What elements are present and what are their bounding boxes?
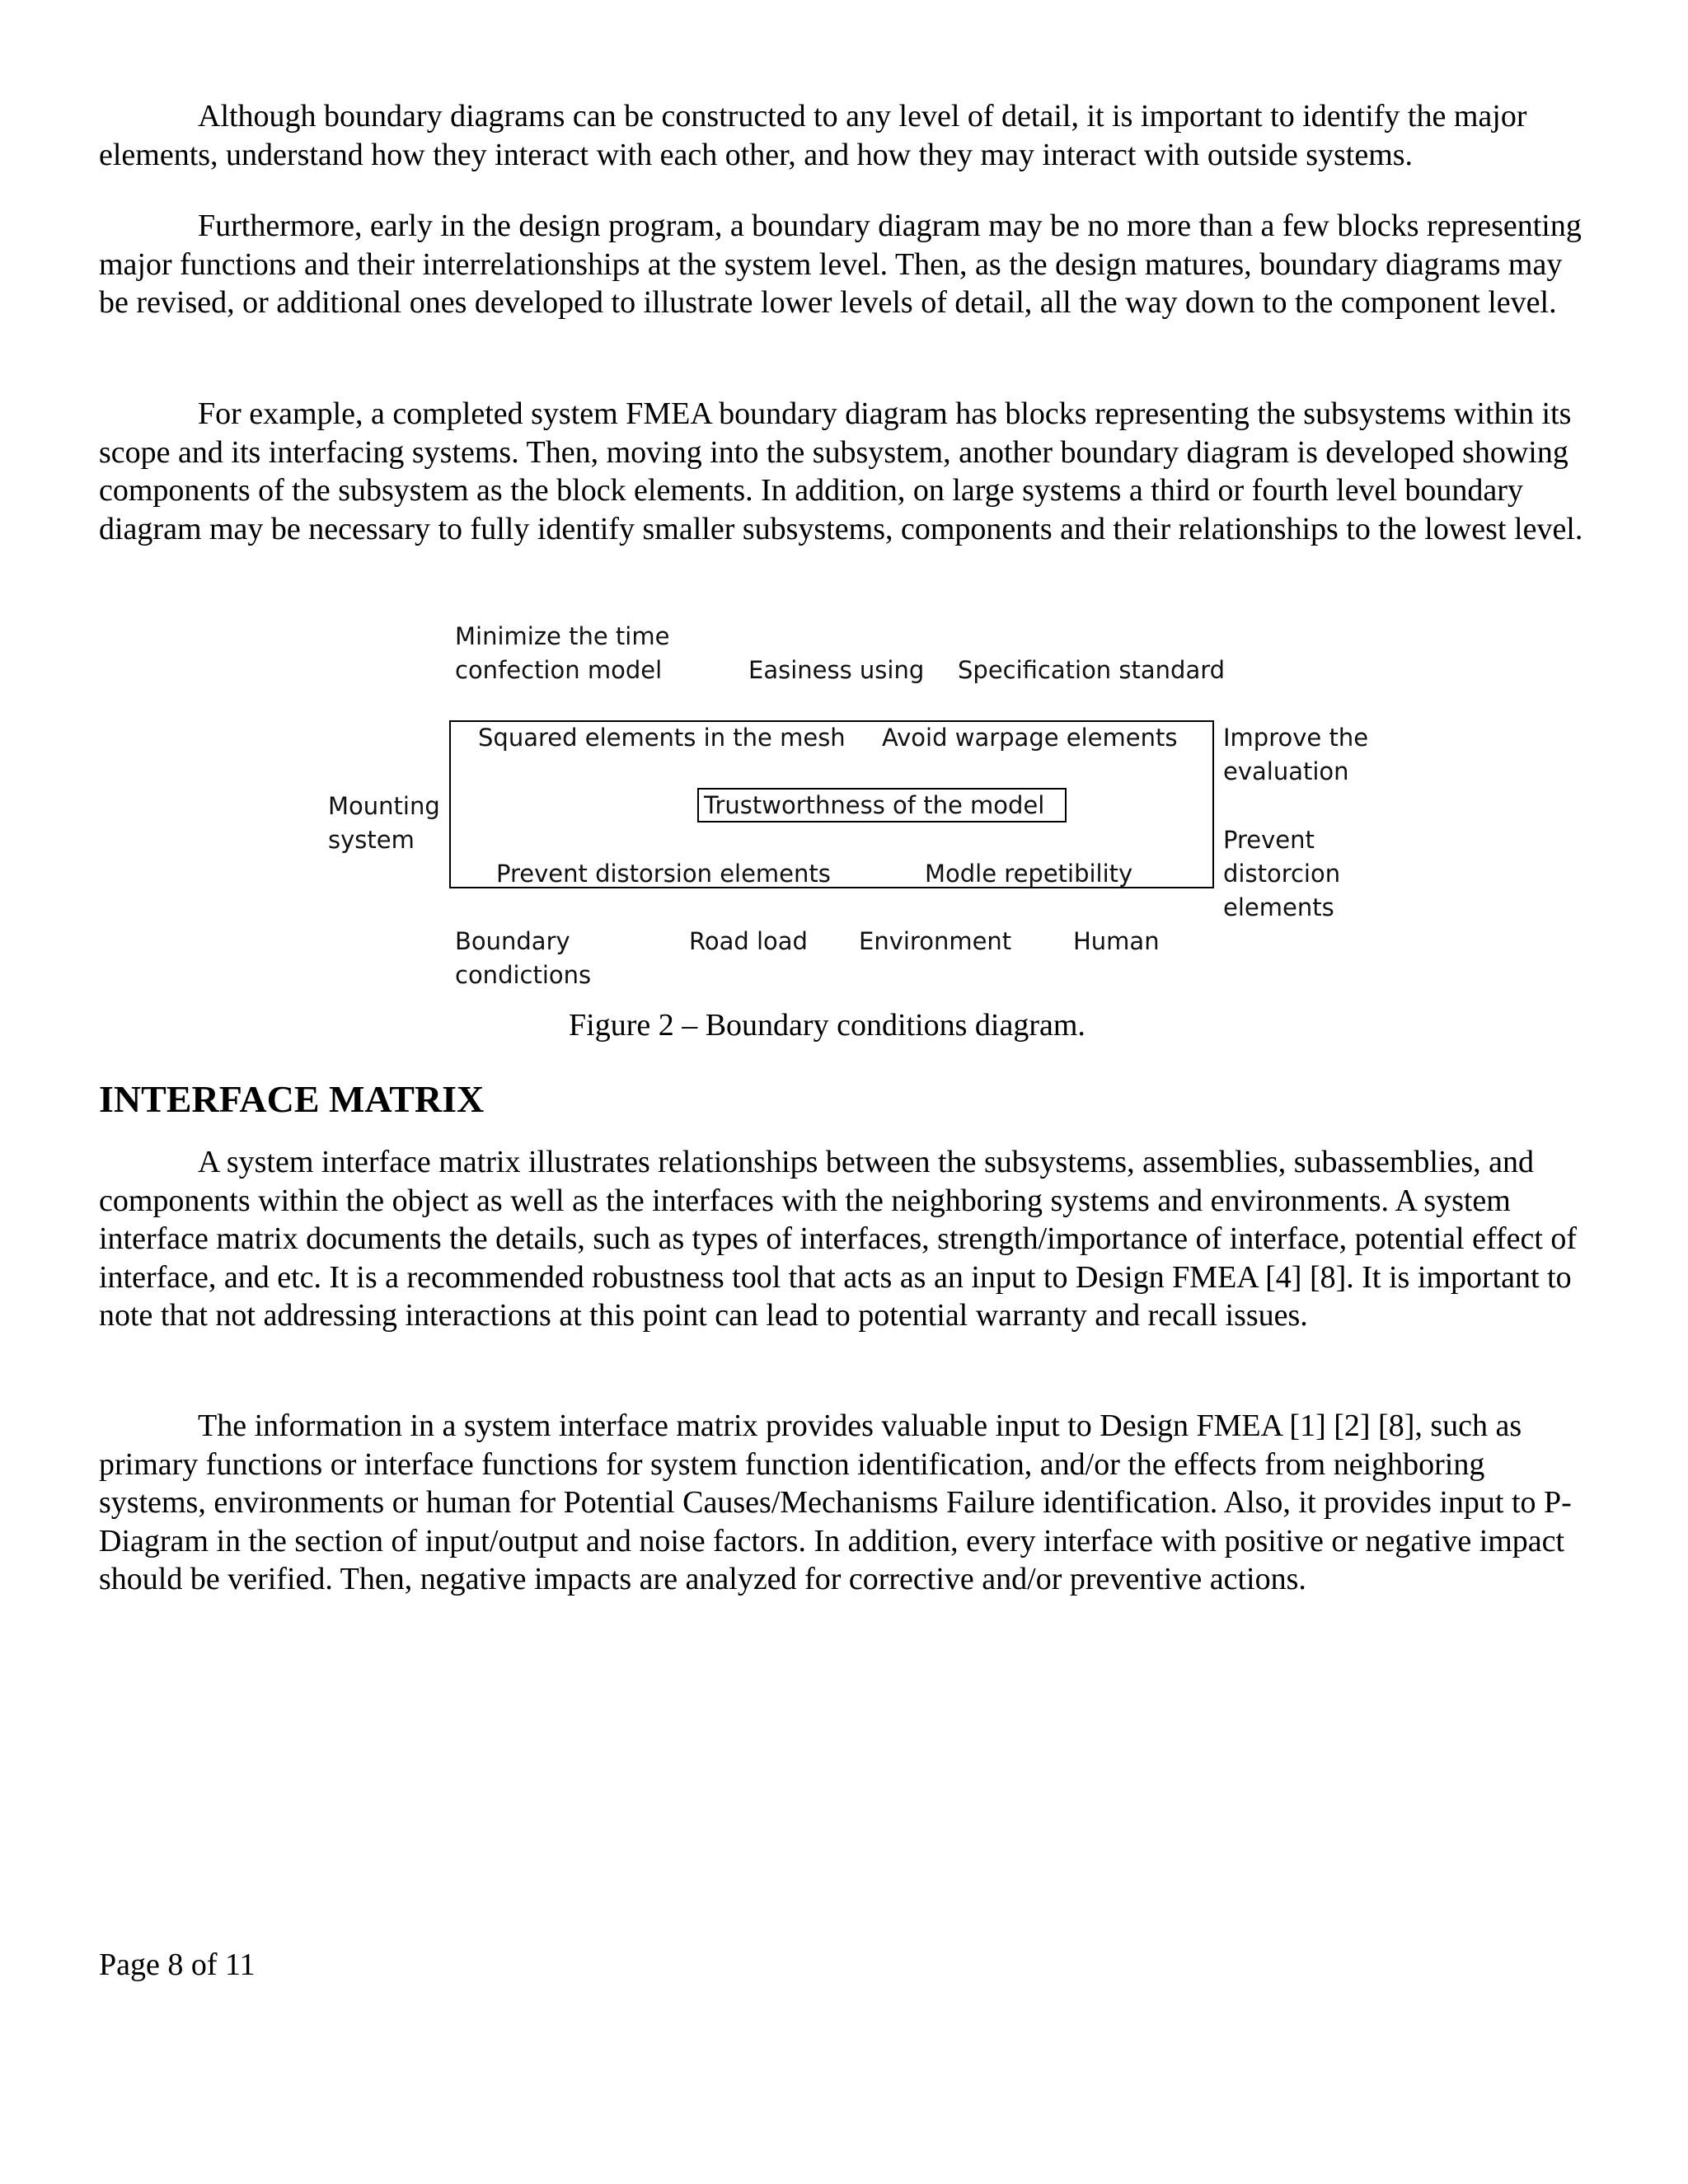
diagram-label-modle: Modle repetibility	[925, 860, 1133, 888]
paragraph-1: Although boundary diagrams can be constructed to any level of detail, it is important to identify the major elements, understand how they interact with each other, and how they may interact with outside systems.	[99, 99, 1527, 172]
diagram-label-avoid: Avoid warpage elements	[882, 724, 1178, 752]
diagram-label-minimize-2: confection model	[455, 656, 663, 684]
diagram-label-prevent-2: distorcion	[1223, 860, 1341, 888]
diagram-label-squared: Squared elements in the mesh	[478, 724, 846, 752]
section-paragraph-2: The information in a system interface matrix provides valuable input to Design FMEA [1] [2] [8], such as primary functions or interface functions for system function identification, and/or the effects from neighboring systems, environments or human for Potential Causes/Mechanisms Failure identification. Also, it provides input to P-Diagram in the section of input/output and noise factors. In addition, every interface with positive or negative impact should be verified. Then, negative impacts are analyzed for corrective and/or preventive actions.	[99, 1408, 1572, 1596]
diagram-label-specification: Specification standard	[958, 656, 1226, 684]
diagram-label-road-load: Road load	[689, 927, 808, 955]
diagram-label-improve-2: evaluation	[1223, 757, 1349, 785]
diagram-label-easiness: Easiness using	[748, 656, 925, 684]
diagram-label-boundary-2: condictions	[455, 961, 592, 989]
diagram-label-human: Human	[1073, 927, 1160, 955]
paragraph-3: For example, a completed system FMEA boundary diagram has blocks representing the subsystems within its scope and its interfacing systems. Then, moving into the subsystem, another boundary diagram is developed showing components of the subsystem as the block elements. In addition, on large systems a third or fourth level boundary diagram may be necessary to fully identify smaller subsystems, components and their relationships to the lowest level.	[99, 396, 1583, 546]
diagram-label-prevent-distorsion: Prevent distorsion elements	[496, 860, 831, 888]
diagram-label-trustworthness: Trustworthness of the model	[704, 791, 1045, 819]
diagram-label-environment: Environment	[859, 927, 1012, 955]
trustworthness-box	[697, 788, 1067, 823]
section-paragraph-1: A system interface matrix illustrates relationships between the subsystems, assemblies, subassemblies, and components within the object as well as the interfaces with the neighboring systems and environments. A system interface matrix documents the details, such as types of interfaces, strength/importance of interface, potential effect of interface, and etc. It is a recommended robustness tool that acts as an input to Design FMEA [4] [8]. It is important to note that not addressing interactions at this point can lead to potential warranty and recall issues.	[99, 1145, 1578, 1333]
diagram-label-prevent-3: elements	[1223, 893, 1334, 921]
diagram-label-boundary-1: Boundary	[455, 927, 570, 955]
paragraph-2: Furthermore, early in the design program, a boundary diagram may be no more than a few blocks representing major functions and their interrelationships at the system level. Then, as the design matures, boundary diagrams may be revised, or additional ones developed to illustrate lower levels of detail, all the way down to the component level.	[99, 209, 1582, 320]
diagram-label-mounting-1: Mounting	[328, 792, 440, 820]
figure-caption: Figure 2 – Boundary conditions diagram.	[569, 1008, 1085, 1043]
diagram-label-mounting-2: system	[328, 826, 415, 854]
diagram-label-prevent-1: Prevent	[1223, 826, 1315, 854]
page-number: Page 8 of 11	[99, 1947, 256, 1982]
section-heading: INTERFACE MATRIX	[99, 1078, 485, 1120]
diagram-label-minimize-1: Minimize the time	[455, 622, 670, 650]
diagram-label-improve-1: Improve the	[1223, 724, 1369, 752]
